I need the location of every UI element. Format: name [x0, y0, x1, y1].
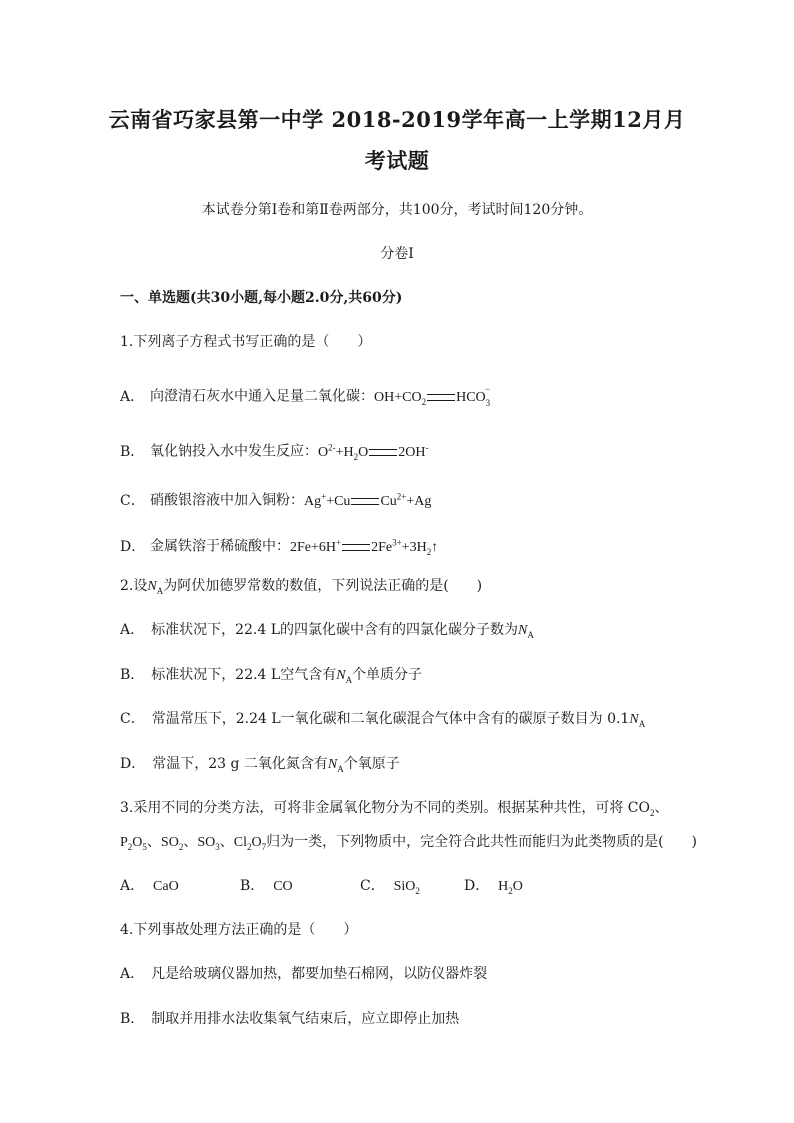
q3-option-b — [240, 876, 360, 897]
q3-c-value: SiO — [393, 879, 416, 894]
q1-option-c — [120, 486, 431, 512]
q2-b-pre: B． 标准状况下，22.4 L空气含有 — [120, 667, 337, 683]
q2-option-d — [120, 754, 400, 779]
q1-a-text: 向澄清石灰水中通入足量二氧化碳： — [150, 388, 374, 405]
q1-option-b — [120, 437, 429, 466]
q2-c-text: C． 常温常压下，2.24 L一氧化碳和二氧化碳混合气体中含有的碳原子数目为 0.1 — [120, 711, 630, 727]
q2-a-text: A． 标准状况下，22.4 L的四氯化碳中含有的四氯化碳分子数为 — [120, 622, 519, 638]
q1-c-formula: Ag++Cu $Cu^{2+}+Ag$ — [304, 491, 432, 509]
q1-option-a — [120, 382, 495, 411]
q2-b-na: $N_A$ — [336, 668, 353, 685]
q3-option-c: C． SiO$_2$ — [360, 878, 420, 896]
q1-stem: 1.下列离子方程式书写正确的是（ ） — [120, 334, 372, 350]
q3-co2-tail: $_2$、 — [650, 801, 669, 818]
q2-stem-a: 2.设 — [120, 578, 148, 594]
q1-b-label: B． — [120, 443, 145, 460]
q2-na-symbol: $N_A$ — [147, 579, 164, 596]
q3-b-label: B． — [240, 878, 265, 894]
q3-stem-line1 — [120, 798, 669, 823]
q2-b-post: 个单质分子 — [352, 667, 423, 683]
q2-d-post: 个氧原子 — [343, 756, 400, 772]
q1-a-formula: $OH+CO_2$ $HCO_3^-$ — [374, 384, 491, 409]
q1-option-d — [120, 532, 438, 561]
q3-c-label: C． — [360, 878, 385, 894]
q2-a-na: $N_A$ — [518, 623, 534, 640]
q1-d-formula: 2Fe+6H+ $2Fe^{3+}+3H_2↑$ — [290, 537, 439, 557]
q1-d-text: 金属铁溶于稀硫酸中： — [150, 538, 290, 555]
section-heading: 一、单选题(共30小题,每小题2.0分,共60分) — [120, 290, 403, 306]
exam-title-line1: 云南省巧家县第一中学 2018-2019学年高一上学期12月月 — [108, 107, 686, 132]
exam-title-line2: 考试题 — [364, 148, 430, 173]
q2-d-na: $N_A$ — [327, 757, 344, 774]
q2-option-c — [120, 709, 645, 734]
q4-stem: 4.下列事故处理方法正确的是（ ） — [120, 922, 358, 938]
q3-b-value: CO — [273, 879, 293, 894]
q3-a-label: A． — [120, 878, 145, 894]
q2-option-a — [120, 620, 534, 645]
q3-a-value: CaO — [153, 879, 179, 894]
q4-option-b: B． 制取并用排水法收集氧气结束后，应立即停止加热 — [120, 1011, 460, 1027]
q3-option-a — [120, 876, 240, 897]
q1-b-formula: $O^{2-}+H_2O$ 2OH- — [318, 442, 429, 462]
q3-line1: 3.采用不同的分类方法，可将非金属氧化物分为不同的类别。根据某种共性，可将 CO — [120, 800, 650, 816]
q3-option-d: D． $H_2O$ — [464, 878, 523, 896]
q3-oxide-list: $P_2O_5$、$SO_2$、$SO_3$、$Cl_2O_7$ — [120, 835, 267, 852]
q2-c-na: $N_A$ — [629, 712, 646, 729]
q1-d-label: D． — [120, 538, 146, 555]
q1-c-label: C． — [120, 492, 145, 509]
q4-option-a: A． 凡是给玻璃仪器加热，都要加垫石棉网，以防仪器炸裂 — [120, 966, 488, 982]
q3-d-label: D． — [464, 878, 490, 894]
q1-b-text: 氧化钠投入水中发生反应： — [150, 443, 318, 460]
q3-line2-tail: 归为一类，下列物质中，完全符合此共性而能归为此类物质的是( ) — [266, 834, 698, 850]
exam-intro: 本试卷分第Ⅰ卷和第Ⅱ卷两部分，共100分，考试时间120分钟。 — [201, 202, 593, 218]
q3-stem-line2 — [120, 832, 697, 857]
q2-d-pre: D． 常温下，23 g 二氧化氮含有 — [120, 756, 328, 772]
q3-options — [120, 876, 523, 901]
q2-option-b — [120, 665, 422, 690]
q1-a-label: A． — [120, 388, 145, 405]
q2-stem-b: 为阿伏加德罗常数的数值，下列说法正确的是( ) — [163, 578, 483, 594]
q1-c-text: 硝酸银溶液中加入铜粉： — [150, 492, 304, 509]
volume-label: 分卷I — [380, 246, 414, 262]
q2-stem — [120, 576, 482, 601]
q3-d-value: H — [498, 879, 509, 894]
